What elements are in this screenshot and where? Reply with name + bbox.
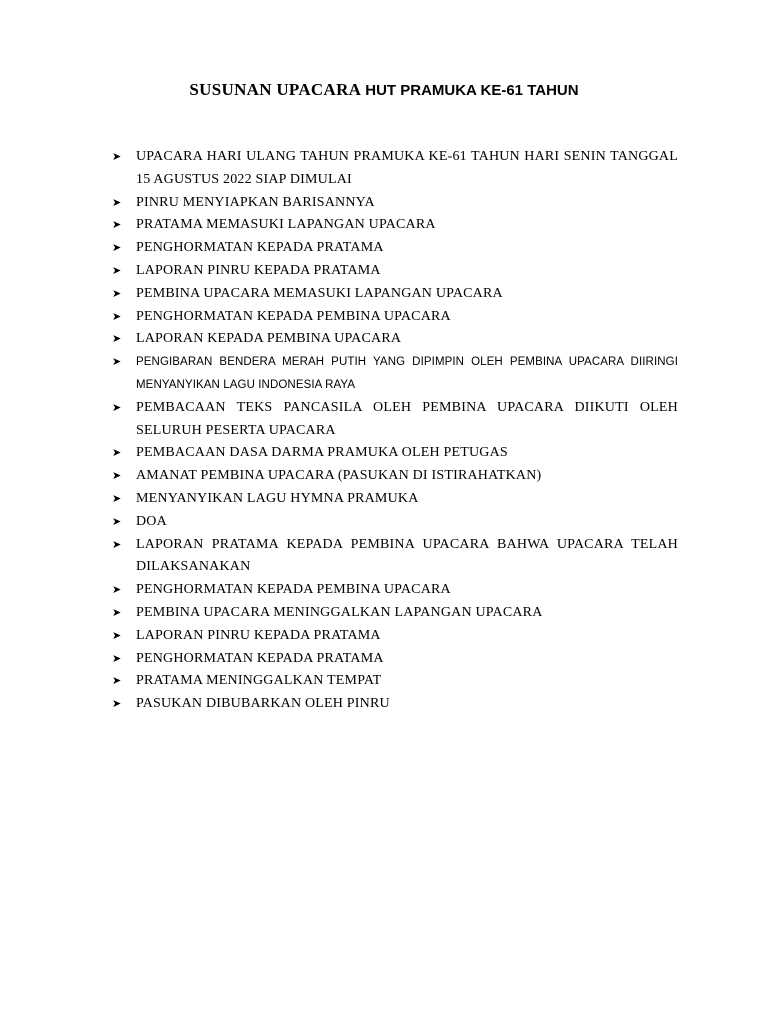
arrow-bullet-icon: ➤ — [112, 400, 122, 414]
list-item — [112, 283, 678, 306]
arrow-bullet-icon: ➤ — [112, 674, 122, 688]
list-item-text: LAPORAN PINRU KEPADA PRATAMA — [136, 627, 381, 643]
list-item-text: PASUKAN DIBUBARKAN OLEH PINRU — [136, 696, 390, 712]
list-item — [112, 442, 678, 465]
list-item — [112, 260, 678, 283]
arrow-bullet-icon: ➤ — [112, 195, 122, 209]
list-item-text: LAPORAN PINRU KEPADA PRATAMA — [136, 262, 381, 278]
list-item — [112, 328, 678, 351]
list-item — [112, 534, 678, 580]
list-item — [112, 693, 678, 716]
arrow-bullet-icon: ➤ — [112, 628, 122, 642]
list-item — [112, 146, 678, 192]
list-item — [112, 625, 678, 648]
arrow-bullet-icon: ➤ — [112, 697, 122, 711]
list-item — [112, 306, 678, 329]
title-part-1: SUSUNAN UPACARA — [189, 80, 362, 99]
arrow-bullet-icon: ➤ — [112, 651, 122, 665]
arrow-bullet-icon: ➤ — [112, 241, 122, 255]
list-item-text: PRATAMA MENINGGALKAN TEMPAT — [136, 673, 382, 689]
ceremony-agenda-list — [112, 146, 678, 716]
list-item-text: PRATAMA MEMASUKI LAPANGAN UPACARA — [136, 217, 436, 233]
arrow-bullet-icon: ➤ — [112, 446, 122, 460]
list-item-text: LAPORAN PRATAMA KEPADA PEMBINA UPACARA BAHWA UPACARA TELAH DILAKSANAKAN — [136, 536, 678, 575]
list-item-text: PEMBINA UPACARA MENINGGALKAN LAPANGAN UPACARA — [136, 604, 543, 620]
list-item-text: PEMBACAAN TEKS PANCASILA OLEH PEMBINA UPACARA DIIKUTI OLEH SELURUH PESERTA UPACARA — [136, 399, 678, 438]
arrow-bullet-icon: ➤ — [112, 583, 122, 597]
list-item — [112, 511, 678, 534]
list-item-text: PENGHORMATAN KEPADA PRATAMA — [136, 650, 384, 666]
arrow-bullet-icon: ➤ — [112, 150, 122, 163]
arrow-bullet-icon: ➤ — [112, 218, 122, 232]
arrow-bullet-icon: ➤ — [112, 537, 122, 551]
list-item — [112, 465, 678, 488]
arrow-bullet-icon: ➤ — [112, 263, 122, 277]
arrow-bullet-icon: ➤ — [112, 355, 122, 369]
list-item — [112, 397, 678, 443]
list-item-text: PINRU MENYIAPKAN BARISANNYA — [136, 194, 375, 210]
list-item — [112, 670, 678, 693]
list-item — [112, 488, 678, 511]
arrow-bullet-icon: ➤ — [112, 286, 122, 300]
arrow-bullet-icon: ➤ — [112, 605, 122, 619]
list-item — [112, 579, 678, 602]
list-item-text: AMANAT PEMBINA UPACARA (PASUKAN DI ISTIRAHATKAN) — [136, 468, 542, 484]
list-item — [112, 214, 678, 237]
page-title — [0, 80, 768, 100]
list-item — [112, 192, 678, 215]
list-item-text: MENYANYIKAN LAGU HYMNA PRAMUKA — [136, 490, 419, 506]
arrow-bullet-icon: ➤ — [112, 332, 122, 346]
list-item-text: PENGHORMATAN KEPADA PRATAMA — [136, 240, 384, 256]
arrow-bullet-icon: ➤ — [112, 309, 122, 323]
list-item — [112, 602, 678, 625]
arrow-bullet-icon: ➤ — [112, 469, 122, 483]
list-item — [112, 648, 678, 671]
list-item — [112, 351, 678, 397]
arrow-bullet-icon: ➤ — [112, 514, 122, 528]
list-item — [112, 237, 678, 260]
list-item-text: PENGHORMATAN KEPADA PEMBINA UPACARA — [136, 308, 451, 324]
arrow-bullet-icon: ➤ — [112, 491, 122, 505]
list-item-text: PEMBINA UPACARA MEMASUKI LAPANGAN UPACARA — [136, 285, 503, 301]
title-part-2: HUT PRAMUKA KE-61 TAHUN — [365, 82, 579, 99]
list-item-text: LAPORAN KEPADA PEMBINA UPACARA — [136, 331, 402, 347]
list-item-text: DOA — [136, 513, 167, 529]
list-item-text: PENGIBARAN BENDERA MERAH PUTIH YANG DIPIMPIN OLEH PEMBINA UPACARA DIIRINGI MENYANYIKAN LAGU INDONESIA RAYA — [136, 356, 678, 391]
list-item-text: PENGHORMATAN KEPADA PEMBINA UPACARA — [136, 582, 451, 598]
list-item-text: UPACARA HARI ULANG TAHUN PRAMUKA KE-61 TAHUN HARI SENIN TANGGAL 15 AGUSTUS 2022 SIAP DIMULAI — [136, 149, 678, 187]
list-item-text: PEMBACAAN DASA DARMA PRAMUKA OLEH PETUGAS — [136, 445, 508, 461]
